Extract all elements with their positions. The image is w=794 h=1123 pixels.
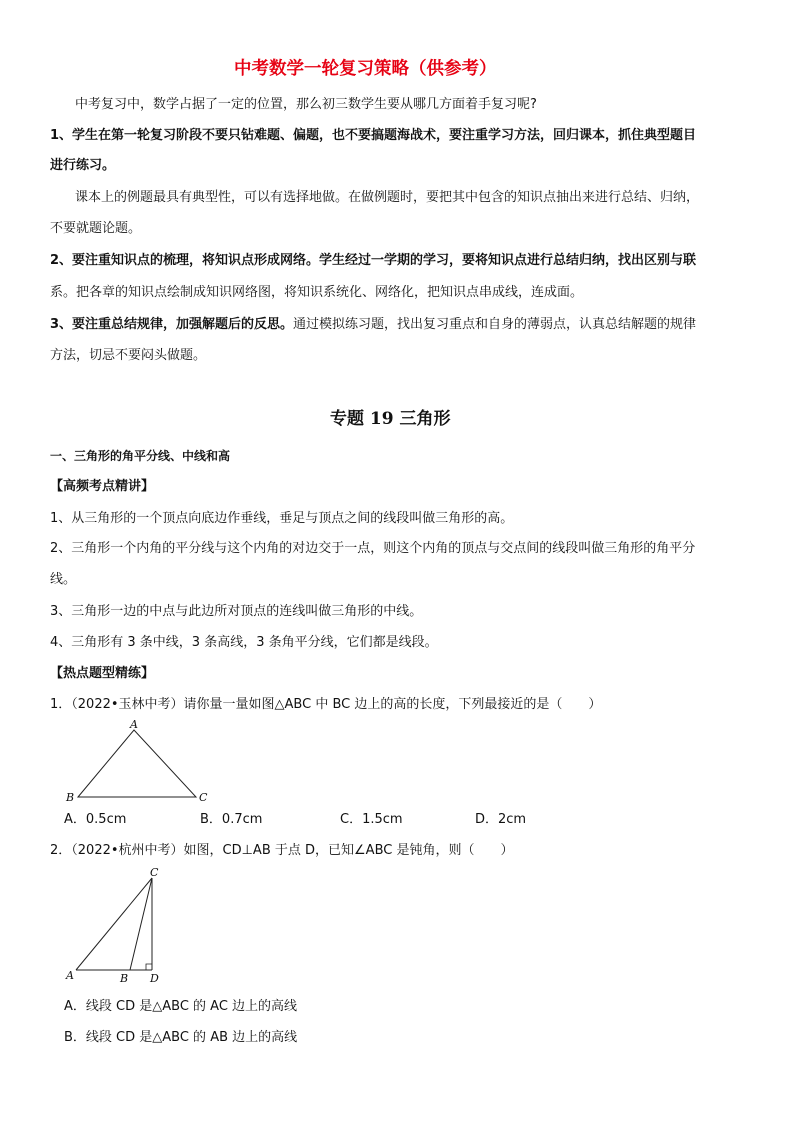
- question-2-stem: 2．（2022•杭州中考）如图，CD⊥AB 于点 D，已知∠ABC 是钝角，则（ ）: [50, 843, 514, 858]
- strategy-point-3-bold: 3、要注重总结规律，加强解题后的反思。: [50, 317, 294, 332]
- key-point-4: 4、三角形有 3 条中线，3 条高线，3 条角平分线，它们都是线段。: [50, 635, 438, 650]
- vertex-label-d: D: [150, 972, 159, 985]
- key-points-header: 【高频考点精讲】: [50, 479, 155, 494]
- vertex-label-b: B: [66, 791, 75, 804]
- strategy-point-3-line-2: 方法，切忌不要闷头做题。: [50, 348, 207, 363]
- question-1-option-d: D．2cm: [475, 812, 527, 827]
- strategy-point-2-line-2: 系。把各章的知识点绘制成知识网络图，将知识系统化、网络化，把知识点串成线，连成面。: [50, 285, 584, 300]
- question-1-option-b: B．0.7cm: [200, 812, 263, 827]
- key-point-2-line-1: 2、三角形一个内角的平分线与这个内角的对边交于一点，则这个内角的顶点与交点间的线段叫做三角形的角平分: [50, 541, 696, 556]
- strategy-title: 中考数学一轮复习策略（供参考）: [234, 59, 497, 79]
- question-1-stem: 1．（2022•玉林中考）请你量一量如图△ABC 中 BC 边上的高的长度，下列最接近的是（ ）: [50, 697, 602, 712]
- question-1-triangle-figure: [60, 718, 220, 808]
- question-1-option-a: A．0.5cm: [64, 812, 127, 827]
- key-point-3: 3、三角形一边的中点与此边所对顶点的连线叫做三角形的中线。: [50, 604, 423, 619]
- section-heading-1: 一、三角形的角平分线、中线和高: [50, 449, 231, 463]
- vertex-label-b: B: [120, 972, 129, 985]
- strategy-point-1b-line-2: 不要就题论题。: [50, 221, 142, 236]
- strategy-point-1-line-2: 进行练习。: [50, 158, 116, 173]
- vertex-label-a: A: [130, 718, 138, 731]
- hot-questions-header: 【热点题型精练】: [50, 666, 155, 681]
- question-1-option-c: C．1.5cm: [340, 812, 403, 827]
- strategy-point-1-line-1: 1、学生在第一轮复习阶段不要只钻难题、偏题，也不要搞题海战术，要注重学习方法，回归课本，抓住典型题目: [50, 128, 697, 143]
- right-angle-mark: [146, 964, 152, 970]
- question-2-option-b: B．线段 CD 是△ABC 的 AB 边上的高线: [64, 1030, 298, 1045]
- strategy-point-2-line-1: 2、要注重知识点的梳理，将知识点形成网络。学生经过一学期的学习，要将知识点进行总结归纳，找出区别与联: [50, 253, 697, 268]
- vertex-label-c: C: [199, 791, 208, 804]
- question-2-option-a: A．线段 CD 是△ABC 的 AC 边上的高线: [64, 999, 298, 1014]
- strategy-intro: 中考复习中，数学占据了一定的位置，那么初三数学生要从哪几方面着手复习呢?: [75, 97, 537, 112]
- topic-title: 专题 19 三角形: [330, 409, 451, 429]
- key-point-2-line-2: 线。: [50, 572, 77, 587]
- strategy-point-1b-line-1: 课本上的例题最具有典型性，可以有选择地做。在做例题时，要把其中包含的知识点抽出来进行总结、归纳，: [75, 190, 700, 205]
- strategy-point-3-line-1: [50, 316, 696, 334]
- question-2-triangle-figure: [60, 866, 180, 986]
- strategy-point-3-rest: 通过模拟练习题，找出复习重点和自身的薄弱点，认真总结解题的规律: [293, 317, 697, 332]
- vertex-label-c: C: [150, 866, 159, 879]
- vertex-label-a: A: [66, 969, 74, 982]
- key-point-1: 1、从三角形的一个顶点向底边作垂线，垂足与顶点之间的线段叫做三角形的高。: [50, 511, 514, 526]
- triangle-abc: [78, 730, 196, 797]
